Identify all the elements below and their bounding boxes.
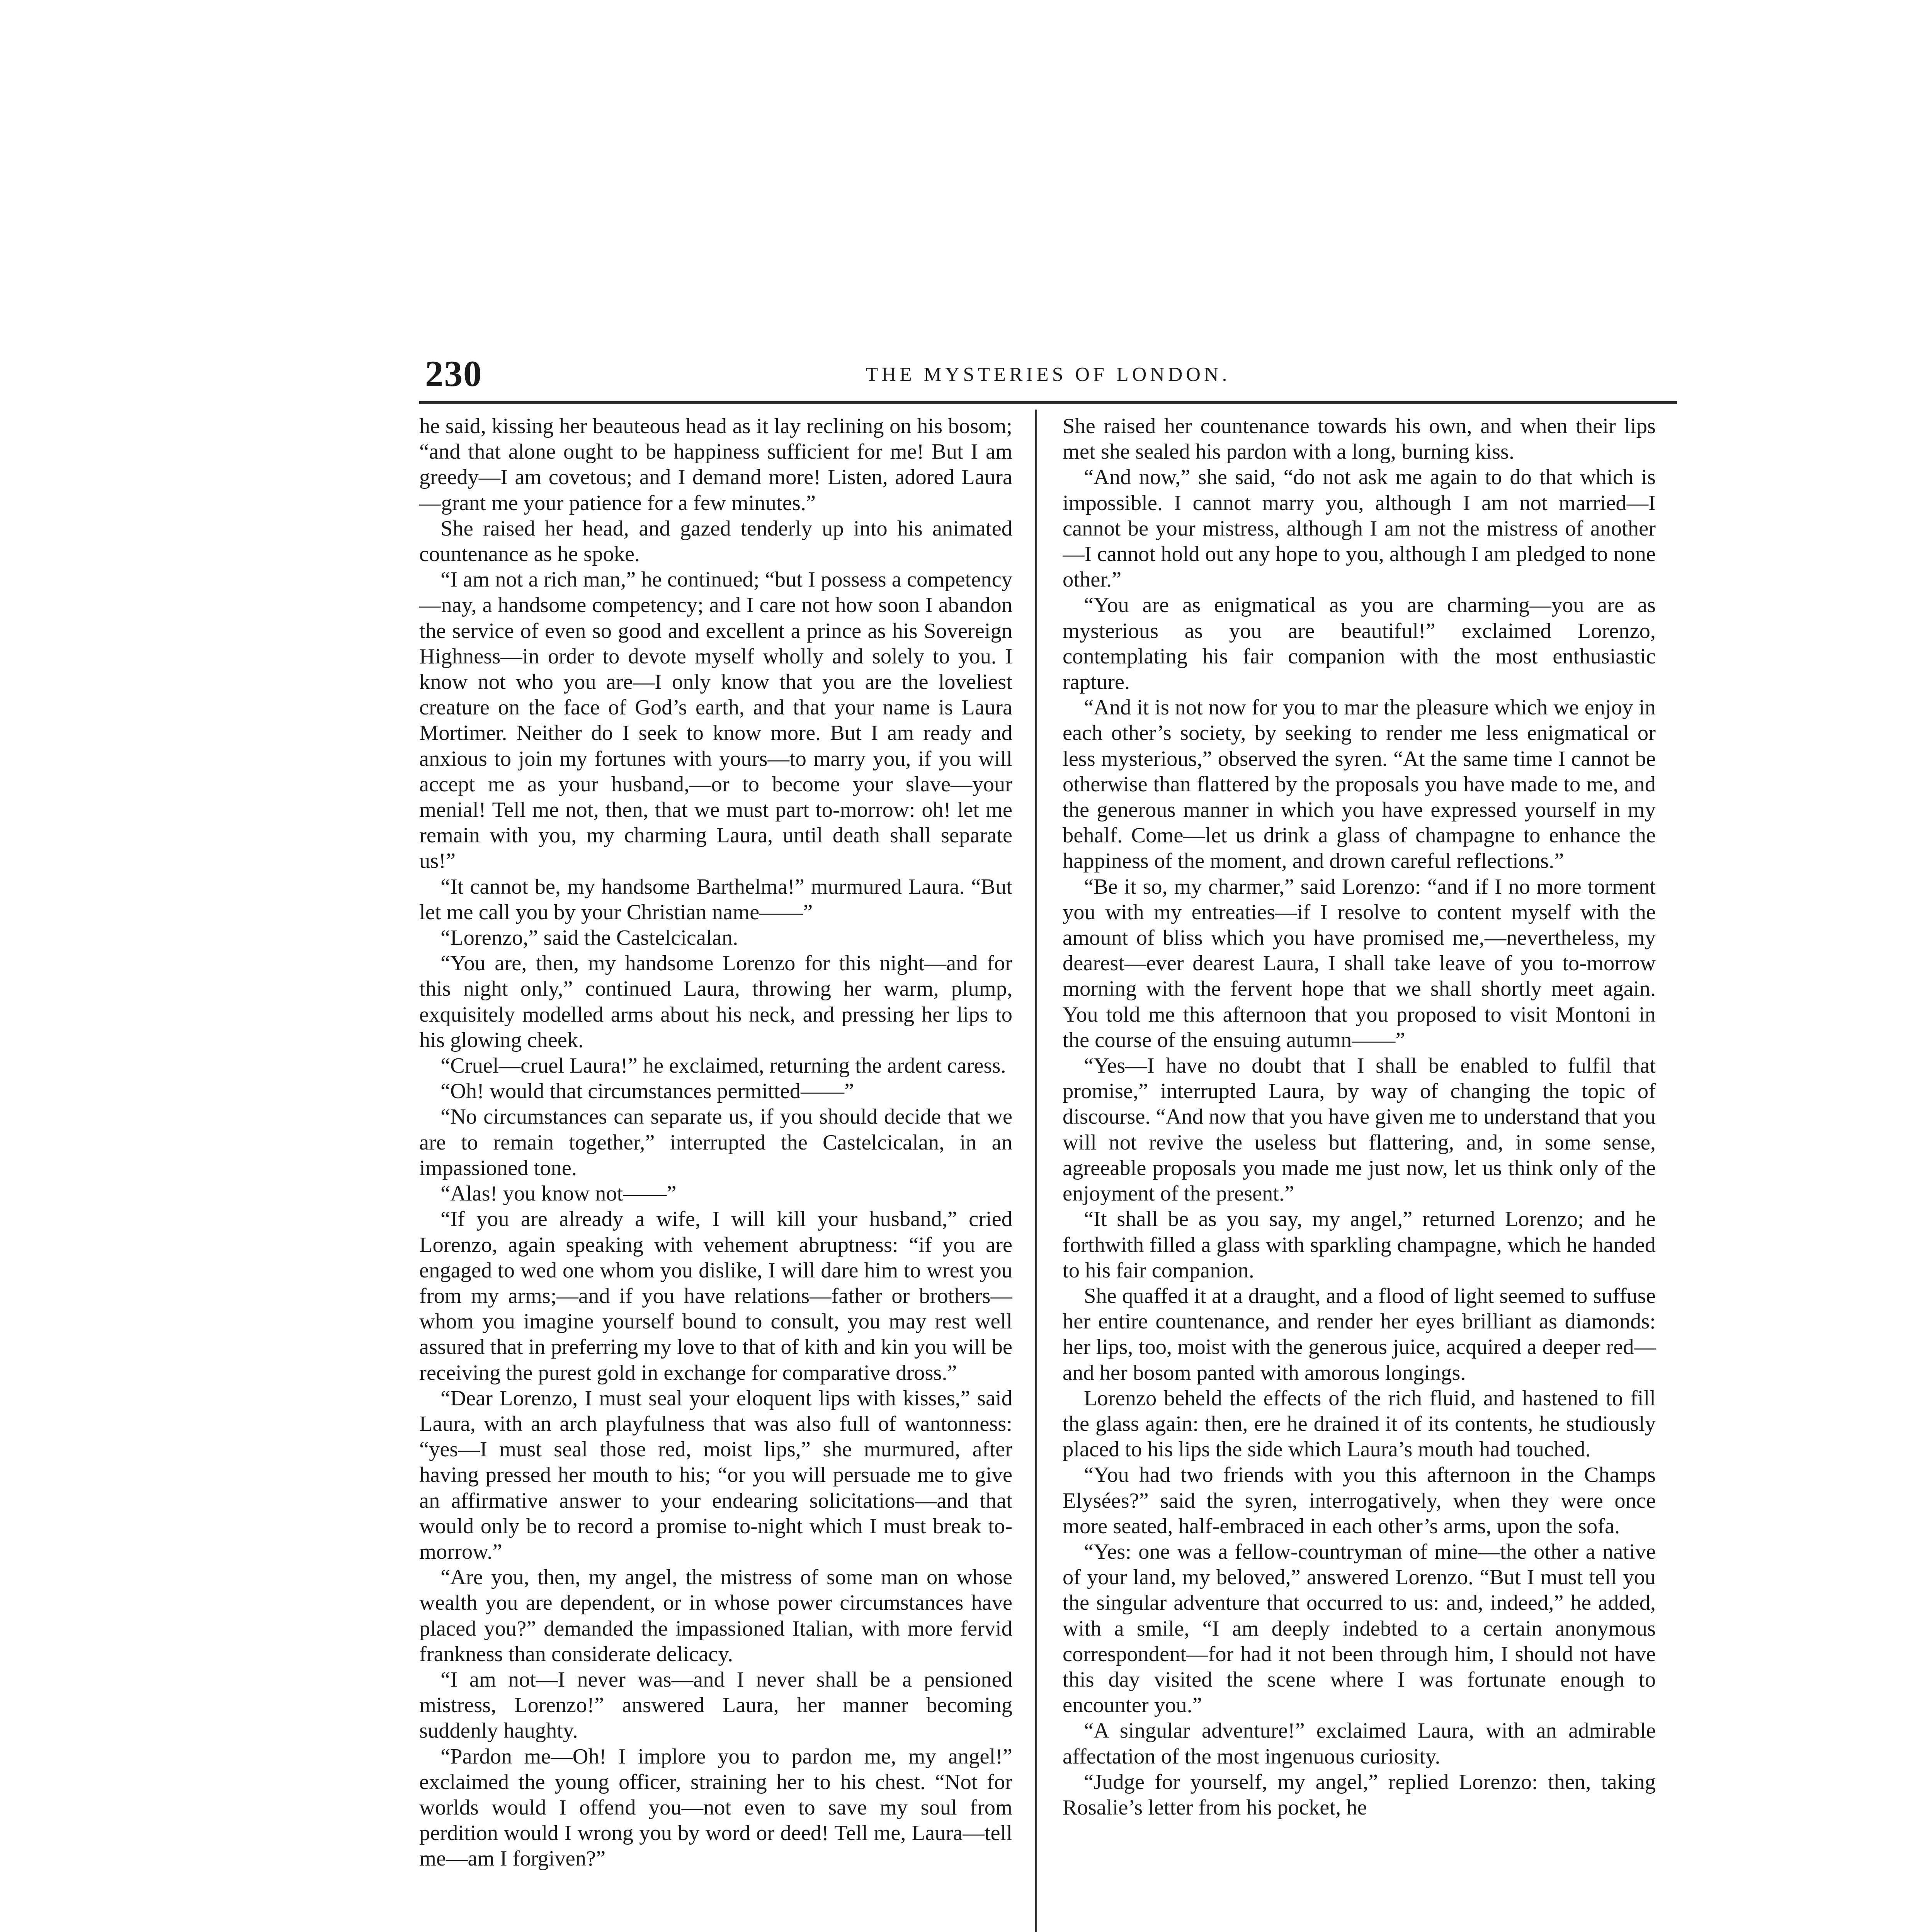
paragraph: “And now,” she said, “do not ask me again to do that which is impossible. I cannot marry you, although I am not married—I cannot be your mistress, although I am not the mistress of another—I cannot hold out any hope to you, although I am pledged to none other.”: [1063, 465, 1656, 592]
paragraph: “You are as enigmatical as you are charming—you are as mysterious as you are beautiful!” exclaimed Lorenzo, contemplating his fair companion with the most enthusiastic rapture.: [1063, 593, 1656, 694]
paragraph: “Pardon me—Oh! I implore you to pardon me, my angel!” exclaimed the young officer, straining her to his chest. “Not for worlds would I offend you—not even to save my soul from perdition would I wrong you by word or deed! Tell me, Laura—tell me—am I forgiven?”: [419, 1744, 1012, 1871]
paragraph: “Judge for yourself, my angel,” replied Lorenzo: then, taking Rosalie’s letter from his pocket, he: [1063, 1770, 1656, 1820]
paragraph: “I am not—I never was—and I never shall be a pensioned mistress, Lorenzo!” answered Laura, her manner becoming suddenly haughty.: [419, 1667, 1012, 1743]
paragraph: “Yes: one was a fellow-countryman of mine—the other a native of your land, my beloved,” answered Lorenzo. “But I must tell you the singular adventure that occurred to us: and, indeed,” he added, with a smile, “I am deeply indebted to a certain anonymous correspondent—for had it not been through him, I should not have this day visited the scene where I was fortunate enough to encounter you.”: [1063, 1539, 1656, 1718]
paragraph: “Yes—I have no doubt that I shall be enabled to fulfil that promise,” interrupted Laura, by way of changing the topic of discourse. “And now that you have given me to understand that you will not revive the useless but flattering, and, in some sense, agreeable proposals you made me just now, let us think only of the enjoyment of the present.”: [1063, 1054, 1656, 1206]
column-divider: [1035, 410, 1037, 1932]
book-page: [419, 348, 1677, 1932]
paragraph: She quaffed it at a draught, and a flood of light seemed to suffuse her entire countenance, and render her eyes brilliant as diamonds: her lips, too, moist with the generous juice, acquired a deeper red—and her bosom panted with amorous longings.: [1063, 1284, 1656, 1385]
paragraph: “Cruel—cruel Laura!” he exclaimed, returning the ardent caress.: [440, 1054, 1006, 1078]
paragraph: “If you are already a wife, I will kill your husband,” cried Lorenzo, again speaking with vehement abruptness: “if you are engaged to wed one whom you dislike, I will dare him to wrest you from my arms;—and if you have relations—father or brothers—whom you imagine yourself bound to consult, you may rest well assured that in preferring my love to that of kith and kin you will be receiving the purest gold in exchange for comparative dross.”: [419, 1207, 1012, 1385]
paragraph: She raised her head, and gazed tenderly up into his animated countenance as he spoke.: [419, 516, 1012, 566]
page-header: [419, 348, 1677, 406]
left-column: [419, 413, 1012, 1932]
paragraph: “Are you, then, my angel, the mistress of some man on whose wealth you are dependent, or in whose power circumstances have placed you?” demanded the impassioned Italian, with more fervid frankness than considerate delicacy.: [419, 1565, 1012, 1666]
paragraph: “You are, then, my handsome Lorenzo for this night—and for this night only,” continued Laura, throwing her warm, plump, exquisitely modelled arms about his neck, and pressing her lips to his glowing cheek.: [419, 951, 1012, 1052]
page-number: 230: [425, 353, 483, 394]
paragraph: She raised her countenance towards his own, and when their lips met she sealed his pardon with a long, burning kiss.: [1063, 414, 1656, 464]
paragraph: “You had two friends with you this afternoon in the Champs Elysées?” said the syren, interrogatively, when they were once more seated, half-embraced in each other’s arms, upon the sofa.: [1063, 1463, 1656, 1538]
paragraph: “I am not a rich man,” he continued; “but I possess a competency—nay, a handsome competency; and I care not how soon I abandon the service of even so good and excellent a prince as his Sovereign Highness—in order to devote myself wholly and solely to you. I know not who you are—I only know that you are the loveliest creature on the face of God’s earth, and that your name is Laura Mortimer. Neither do I seek to know more. But I am ready and anxious to join my fortunes with yours—to marry you, if you will accept me as your husband,—or to become your slave—your menial! Tell me not, then, that we must part to-morrow: oh! let me remain with you, my charming Laura, until death shall separate us!”: [419, 568, 1012, 873]
paragraph: “It shall be as you say, my angel,” returned Lorenzo; and he forthwith filled a glass with sparkling champagne, which he handed to his fair companion.: [1063, 1207, 1656, 1282]
paragraph: “Be it so, my charmer,” said Lorenzo: “and if I no more torment you with my entreaties—if I resolve to content myself with the amount of bliss which you have promised me,—nevertheless, my dearest—ever dearest Laura, I shall take leave of you to-morrow morning with the fervent hope that we shall shortly meet again. You told me this afternoon that you proposed to visit Montoni in the course of the ensuing autumn——”: [1063, 874, 1656, 1052]
paragraph: “No circumstances can separate us, if you should decide that we are to remain together,” interrupted the Castelcicalan, in an impassioned tone.: [419, 1105, 1012, 1180]
right-column: [1063, 413, 1656, 1932]
paragraph: “Oh! would that circumstances permitted——”: [440, 1079, 854, 1104]
paragraph: “And it is not now for you to mar the pleasure which we enjoy in each other’s society, by seeking to render me less enigmatical or less mysterious,” observed the syren. “At the same time I cannot be otherwise than flattered by the proposals you have made to me, and the generous manner in which you have expressed yourself in my behalf. Come—let us drink a glass of champagne to enhance the happiness of the moment, and drown careful reflections.”: [1063, 696, 1656, 873]
paragraph: he said, kissing her beauteous head as it lay reclining on his bosom; “and that alone ought to be happiness sufficient for me! But I am greedy—I am covetous; and I demand more! Listen, adored Laura—grant me your patience for a few minutes.”: [419, 414, 1012, 515]
paragraph: Lorenzo beheld the effects of the rich fluid, and hastened to fill the glass again: then, ere he drained it of its contents, he studiously placed to his lips the side which Laura’s mouth had touched.: [1063, 1386, 1656, 1462]
paragraph: “A singular adventure!” exclaimed Laura, with an admirable affectation of the most ingenuous curiosity.: [1063, 1719, 1656, 1769]
header-rule: [419, 401, 1677, 404]
running-title: THE MYSTERIES OF LONDON.: [866, 364, 1231, 386]
paragraph: “It cannot be, my handsome Barthelma!” murmured Laura. “But let me call you by your Christian name——”: [419, 874, 1012, 924]
paragraph: “Alas! you know not——”: [440, 1182, 677, 1206]
paragraph: “Lorenzo,” said the Castelcicalan.: [440, 926, 738, 950]
paragraph: “Dear Lorenzo, I must seal your eloquent lips with kisses,” said Laura, with an arch playfulness that was also full of wantonness: “yes—I must seal those red, moist lips,” she murmured, after having pressed her mouth to his; “or you will persuade me to give an affirmative answer to your endearing solicitations—and that would only be to record a promise to-night which I must break to-morrow.”: [419, 1386, 1012, 1564]
